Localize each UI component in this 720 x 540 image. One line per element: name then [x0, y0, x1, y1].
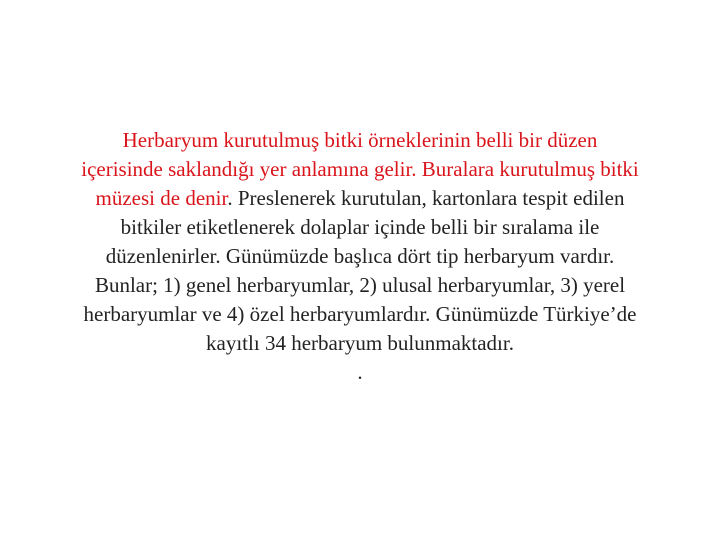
- body-text: [80, 126, 640, 387]
- trailing-dot: .: [357, 360, 363, 384]
- description-text: . Preslenerek kurutulan, kartonlara tespit edilen bitkiler etiketlenerek dolaplar içinde belli bir sıralama ile düzenlenirler. Günümüzde başlıca dört tip herbaryum vardır. Bunlar; 1) genel herbaryumlar, 2) ulusal herbaryumlar, 3) yerel herbaryumlar ve 4) özel herbaryumlardır. Günümüzde Türkiye’de kayıtlı 34 herbaryum bulunmaktadır.: [83, 186, 637, 355]
- definition-text: Herbaryum kurutulmuş bitki örneklerinin belli bir düzen içerisinde saklandığı yer anlamına gelir. Buralara kurutulmuş bitki müzesi de denir: [81, 128, 639, 210]
